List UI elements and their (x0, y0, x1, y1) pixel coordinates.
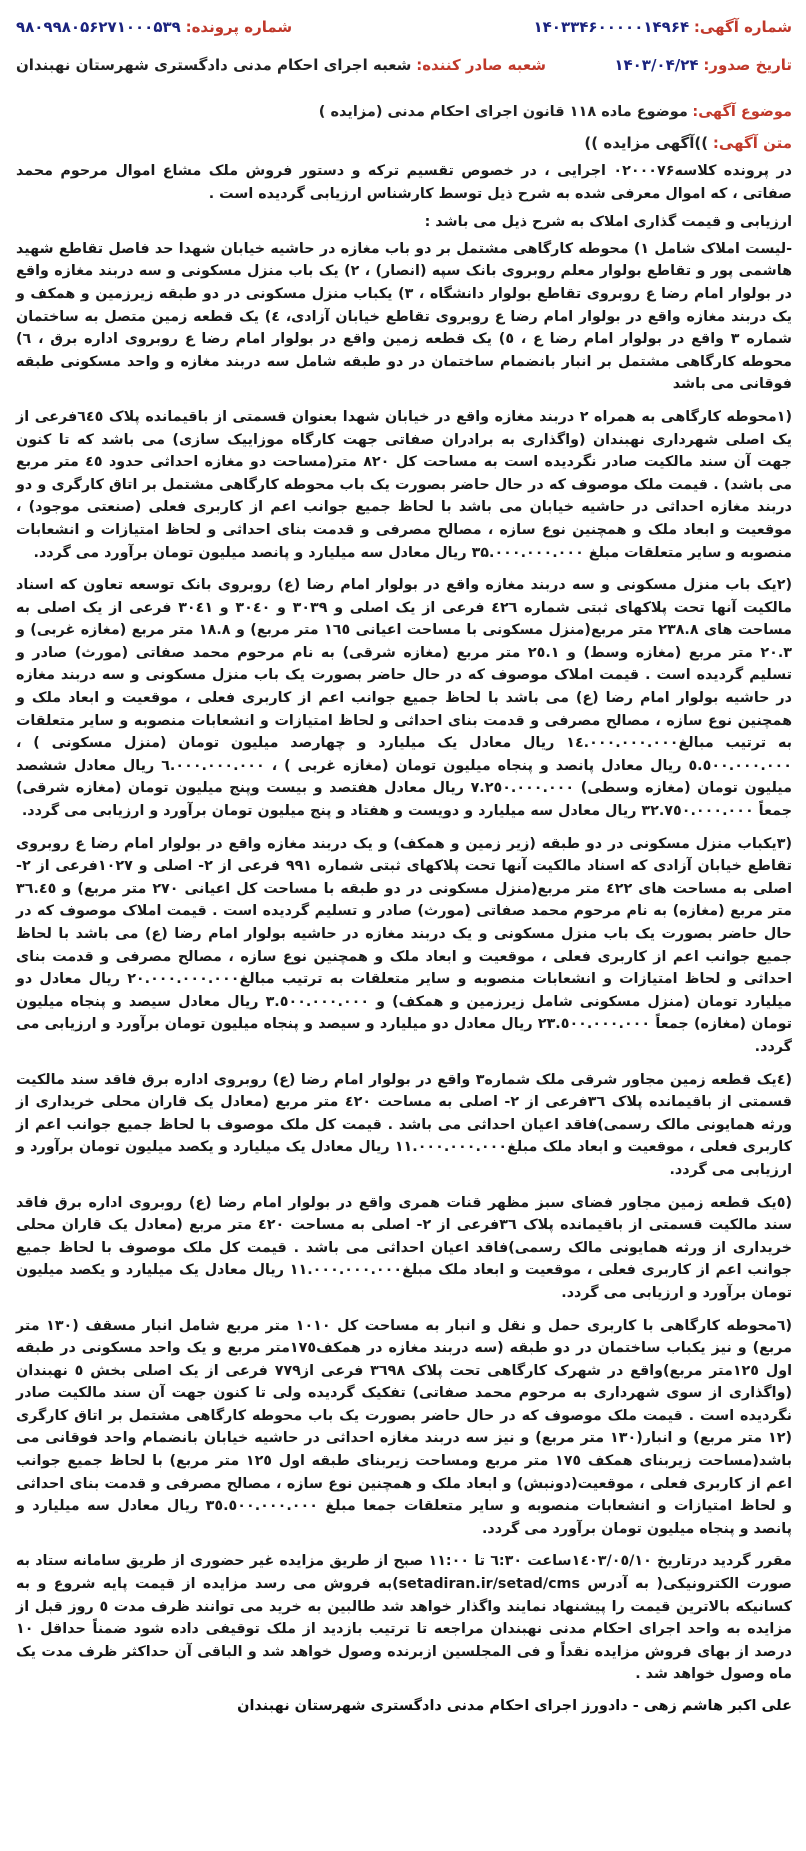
paragraph-auction-terms: مقرر گردید درتاریخ ۱٤۰۳/۰٥/۱۰ساعت ٦:۳۰ تا ۱۱:۰۰ صبح از طریق مزایده غیر حضوری از طریق سامانه ستاد به صورت الکترونیکی( به آدرس setadiran.ir/setad/cms)به فروش می رسد مزایده از قیمت پایه شروع و به کسانیکه بالاترین قیمت را پیشنهاد نمایند واگذار خواهد شد طالبین به خرید می توانند ظرف مدت ٥ روز قبل از مزایده به واحد اجرای احکام مدنی نهبندان مراجعه تا ترتیب بازدید از ملک توقیفی داده شود ضمناً حداقل ۱۰ درصد از بهای فروش مزایده نقداً و فی المجلسین ازبرنده وصول خواهد شد و الباقی آن حداکثر ظرف مدت یک ماه وصول خواهد شد . (16, 1553, 792, 1683)
issuer-value: شعبه اجرای احکام مدنی دادگستری شهرستان نهبندان (16, 56, 412, 74)
paragraph-property-3: (۳یکباب منزل مسکونی در دو طبقه (زیر زمین و همکف) و یک دربند مغازه واقع در بولوار امام رضا ع روبروی تقاطع خیابان آزادی که اسناد مالکیت آنها تحت پلاکهای ثبتی شماره ۹۹۱ فرعی از ۲- اصلی و ۱۰۲۷فرعی از ۲- اصلی به مساحت های ٤۲۲ متر مربع(منزل مسکونی در دو طبقه با مساحت کل اعیانی ۲۷۰ متر مربع) و ۳٦.٤٥ متر مربع (مغازه) به نام مرحوم محمد صفاتی (مورث) صادر و تسلیم گردیده است . قیمت املاک موصوف که در حال حاضر بصورت یک باب منزل مسکونی و یک دربند مغازه در حاشیه بولوار امام رضا (ع) می باشد با لحاظ جمیع جوانب اعم از کاربری فعلی ، موقعیت و ابعاد ملک و همچنین نوع سازه ، مصالح مصرفی و قدمت بنای احداثی و لحاظ امتیازات و انشعابات منصوبه و سایر متعلقات به ترتیب مبالغ۲۰.۰۰۰.۰۰۰.۰۰۰ ریال معادل دو میلیارد تومان (منزل مسکونی شامل زیرزمین و همکف) و ۳.٥۰۰.۰۰۰.۰۰۰ ریال معادل سیصد و پنجاه میلیون تومان (مغازه) جمعاً ۲۳.٥۰۰.۰۰۰.۰۰۰ ریال معادل دو میلیارد و سیصد و پنجاه میلیون تومان برآورد و ارزیابی می گردد. (16, 835, 792, 1055)
issuer-label: شعبه صادر کننده: (416, 56, 547, 74)
issuer (16, 56, 546, 74)
subject-value: موضوع ماده ۱۱۸ قانون اجرای احکام مدنی (مزایده ) (318, 104, 688, 120)
header-row-1 (16, 18, 792, 44)
paragraph-property-6: (٦محوطه کارگاهی با کاربری حمل و نقل و انبار به مساحت کل ۱۰۱۰ متر مربع شامل انبار مسقف (۱۳۰ متر مربع) و نیز یکباب ساختمان در دو طبقه (سه دربند مغازه در همکف۱۷٥متر مربع و یک واحد مسکونی در طبقه اول ۱۲٥متر مربع)واقع در شهرک کارگاهی تحت پلاک ۳٦۹۸ فرعی از۷۷۹ فرعی از یک اصلی بخش ٥ نهبندان (واگذاری از سوی شهرداری به مرحوم محمد صفاتی) تفکیک گردیده ولی تا کنون جهت آن سند مالکیت صادر نگردیده است . قیمت ملک موصوف که در حال حاضر بصورت یک باب محوطه کارگاهی مشتمل بر اتاق کارگری (۱۲ متر مربع) و انبار(۱۳۰ متر مربع) و نیز سه دربند مغازه احداثی در حاشیه خیابان بانضمام واحد فوقانی می باشد(مساحت زیربنای همکف ۱۷٥ متر مربع ومساحت زیربنای طبقه اول ۱۲٥ متر مربع) با لحاظ جمیع جوانب اعم از کاربری فعلی ، موقعیت(دونبش) و ابعاد ملک و همچنین نوع سازه ، مصالح مصرفی و قدمت بنای احداثی و لحاظ امتیازات و انشعابات منصوبه و سایر متعلقات جمعا مبلغ ۳٥.٥۰۰.۰۰۰.۰۰۰ ریال معادل سه میلیارد و پانصد و پنجاه میلیون تومان برآورد می گردد. (16, 1317, 793, 1537)
subject-row (16, 104, 792, 120)
ad-number (533, 18, 792, 36)
paragraph-property-list: -لیست املاک شامل ۱) محوطه کارگاهی مشتمل بر دو باب مغازه در حاشیه خیابان شهدا حد فاصل تقاطع شهید هاشمی پور و تقاطع بولوار معلم روبروی بانک سپه (انصار) ، ۲) یک باب منزل مسکونی و سه دربند مغازه واقع در بولوار امام رضا ع روبروی تقاطع بولوار دانشگاه ، ۳) یکباب منزل مسکونی در دو طبقه زیرزمین و همکف و یک دربند مغازه واقع در بولوار امام رضا ع روبروی تقاطع خیابان آزادی، ٤) یک قطعه زمین متصل به ساختمان شماره ۳ واقع در بولوار امام رضا ع ، ٥) یک قطعه زمین واقع در بولوار امام رضا ع روبروی اداره برق ، ٦) محوطه کارگاهی مشتمل بر انبار بانضمام ساختمان در دو طبقه شامل سه دربند مغازه و واحد مسکونی طبقه فوقانی می باشد (16, 240, 793, 393)
issue-date-value: ۱۴۰۳/۰۴/۲۴ (614, 56, 699, 74)
paragraph-property-1: (۱محوطه کارگاهی به همراه ۲ دربند مغازه واقع در خیابان شهدا بعنوان قسمتی از باقیمانده پلاک ٦٤٥فرعی از یک اصلی شهرداری نهبندان (واگذاری به برادران صفاتی جهت کارگاه موزاییک سازی) می باشد که تا کنون جهت آن سند مالکیت صادر نگردیده است به مساحت کل ۸۲۰ متر(مساحت دو مغازه احداثی حدود ٤٥ متر مربع می باشد) . قیمت ملک موصوف که در حال حاضر بصورت یک باب محوطه کارگاهی مشتمل بر اتاق کارگری و دو دربند مغازه احداثی در حاشیه خیابان می باشد با لحاظ جمیع جوانب اعم از کاربری فعلی (صنعتی موجود) ، موقعیت و ابعاد ملک و همچنین نوع سازه ، مصالح مصرفی و قدمت بنای احداثی و لحاظ امتیازات و انشعابات منصوبه و سایر متعلقات مبلغ ۳۵.۰۰۰.۰۰۰.۰۰۰ ریال معادل سه میلیارد و پانصد میلیون تومان برآورد می گردد. (16, 408, 792, 561)
notice-body (16, 160, 792, 1686)
issue-date-label: تاریخ صدور: (703, 56, 792, 74)
paragraph-property-5: (٥یک قطعه زمین مجاور فضای سبز مظهر قنات همری واقع در بولوار امام رضا (ع) روبروی اداره برق فاقد سند مالکیت قسمتی از باقیمانده پلاک ۳٦فرعی از ۲- اصلی به مساحت ٤۲۰ متر مربع (معادل یک قاران محلی خریداری از ورثه همایونی مالک رسمی)فاقد اعیان احداثی می باشد . قیمت کل ملک موصوف با لحاظ جمیع جوانب اعم از کاربری فعلی ، موقعیت و ابعاد ملک مبلغ۱۱.۰۰۰.۰۰۰.۰۰۰ ریال معادل یک میلیارد و یکصد میلیون تومان برآورد و ارزیابی می گردد. (16, 1194, 793, 1301)
case-number (16, 18, 292, 36)
body-heading: ))آگهی مزایده )) (584, 134, 709, 152)
case-number-label: شماره پرونده: (185, 18, 293, 36)
header-row-2 (16, 56, 792, 82)
case-number-value: ۹۸۰۹۹۸۰۵۶۲۷۱۰۰۰۵۳۹ (16, 18, 181, 36)
body-label: متن آگهی: (712, 134, 792, 152)
paragraph-property-2: (۲یک باب منزل مسکونی و سه دربند مغازه واقع در بولوار امام رضا (ع) روبروی بانک توسعه تعاون که اسناد مالکیت آنها تحت پلاکهای ثبتی شماره ٤۲٦ فرعی از یک اصلی و ۳۰۳۹ و ۳۰٤۰ و ۳۰٤۱ فرعی از یک اصلی به مساحت های ۲۳۸.۸ متر مربع(منزل مسکونی با مساحت اعیانی ۱٦٥ متر مربع) و ۱۸.۸ متر مربع (مغازه غربی) و ۲۰.۳ متر مربع (مغازه وسط) و ۲٥.۱ متر مربع (مغازه شرقی) به نام مرحوم محمد صفاتی (مورث) صادر و تسلیم گردیده است . قیمت املاک موصوف که در حال حاضر بصورت یک باب منزل مسکونی و سه دربند مغازه در حاشیه بولوار امام رضا (ع) می باشد با لحاظ جمیع جوانب اعم از کاربری فعلی ، موقعیت و ابعاد ملک و همچنین نوع سازه ، مصالح مصرفی و قدمت بنای احداثی و لحاظ امتیازات و انشعابات منصوبه و سایر متعلقات به ترتیب مبالغ۱٤.۰۰۰.۰۰۰.۰۰۰ ریال معادل یک میلیارد و چهارصد میلیون تومان (منزل مسکونی ) ، ٥.٥۰۰.۰۰۰.۰۰۰ ریال معادل پانصد و پنجاه میلیون تومان (مغازه غربی ) ، ٦.۰۰۰.۰۰۰.۰۰۰ ریال معادل ششصد میلیون تومان (مغازه وسطی) ۷.۲٥۰.۰۰۰.۰۰۰ ریال معادل هفتصد و بیست وپنج میلیون تومان (مغازه شرقی) جمعاً ۳۲.۷٥۰.۰۰۰.۰۰۰ ریال معادل سه میلیارد و دویست و هفتاد و پنج میلیون تومان برآورد و ارزیابی می گردد. (16, 577, 793, 820)
ad-number-label: شماره آگهی: (693, 18, 792, 36)
paragraph-property-4: (٤یک قطعه زمین مجاور شرقی ملک شماره۳ واقع در بولوار امام رضا (ع) روبروی اداره برق فاقد سند مالکیت قسمتی از باقیمانده پلاک ۳٦فرعی از ۲- اصلی به مساحت ٤۲۰ متر مربع (معادل یک قاران محلی خریداری از ورثه همایونی مالک رسمی)فاقد اعیان احداثی می باشد . قیمت کل ملک موصوف با لحاظ جمیع جوانب اعم از کاربری فعلی ، موقعیت و ابعاد ملک مبلغ۱۱.۰۰۰.۰۰۰.۰۰۰ ریال معادل یک میلیارد و یکصد میلیون تومان برآورد و ارزیابی می گردد. (16, 1071, 792, 1178)
body-title-row (16, 134, 792, 152)
subject-label: موضوع آگهی: (692, 104, 792, 120)
paragraph-valuation-heading: ارزیابی و قیمت گذاری املاک به شرح ذیل می باشد : (424, 214, 792, 231)
paragraph-intro: در پرونده کلاسه۰۲۰۰۰۷۶ اجرایی ، در خصوص تقسیم ترکه و دستور فروش ملک مشاع اموال مرحوم محمد صفاتی ، که اموال معرفی شده به شرح ذیل توسط کارشناس ارزیابی گردیده است . (16, 163, 793, 202)
signature: علی اکبر هاشم زهی - دادورز اجرای احکام مدنی دادگستری شهرستان نهبندان (237, 1698, 792, 1714)
ad-number-value: ۱۴۰۳۳۴۶۰۰۰۰۰۱۴۹۶۴ (533, 18, 690, 36)
issue-date (614, 56, 792, 74)
